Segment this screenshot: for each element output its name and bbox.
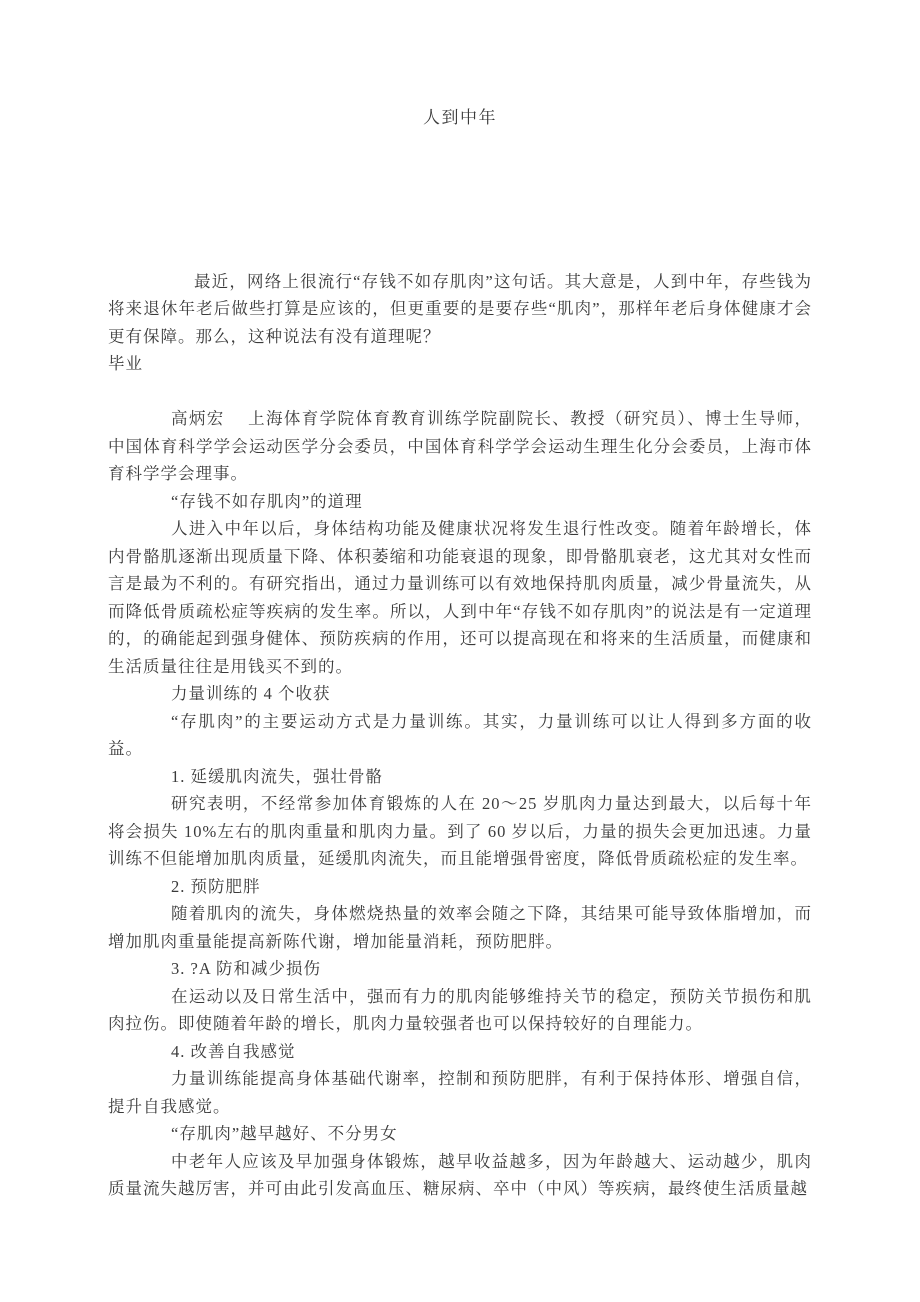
item-1-body: 研究表明，不经常参加体育锻炼的人在 20～25 岁肌肉力量达到最大，以后每十年将会损失 10%左右的肌肉重量和肌肉力量。到了 60 岁以后，力量的损失会更加迅速。力量训练不但能增加肌肉质量，延缓肌肉流失，而且能增强骨密度，降低骨质疏松症的发生率。 (108, 794, 812, 868)
paragraph-nannv-body: 中老年人应该及早加强身体锻炼，越早收益越多，因为年龄越大、运动越少，肌肉质量流失越厉害，并可由此引发高血压、糖尿病、卒中（中风）等疾病，最终使生活质量越 (108, 1151, 812, 1198)
item-2-heading: 2. 预防肥胖 (171, 876, 261, 896)
item-4-heading: 4. 改善自我感觉 (171, 1041, 296, 1061)
item-1-heading: 1. 延缓肌肉流失，强壮骨骼 (171, 766, 383, 786)
title-gap-spacer (0, 132, 920, 268)
paragraph-biye: 毕业 (108, 354, 143, 373)
section-heading-shouhuo: 力量训练的 4 个收获 (171, 684, 331, 703)
document-body (108, 268, 812, 1203)
paragraph-daoli-body: 人进入中年以后，身体结构功能及健康状况将发生退行性改变。随着年龄增长，体内骨骼肌逐渐出现质量下降、体积萎缩和功能衰退的现象，即骨骼肌衰老，这尤其对女性而言是最为不利的。有研究指出，通过力量训练可以有效地保持肌肉质量，减少骨量流失，从而降低骨质疏松症等疾病的发生率。所以，人到中年“存钱不如存肌肉”的说法是有一定道理的，的确能起到强身健体、预防疾病的作用，还可以提高现在和将来的生活质量，而健康和生活质量往往是用钱买不到的。 (108, 519, 812, 676)
section-heading-nannv: “存肌肉”越早越好、不分男女 (171, 1124, 398, 1143)
item-3-heading: 3. ?A 防和减少损伤 (171, 959, 321, 978)
document-title: 人到中年 (423, 108, 497, 127)
item-2-body: 随着肌肉的流失，身体燃烧热量的效率会随之下降，其结果可能导致体脂增加，而增加肌肉重量能提高新陈代谢，增加能量消耗，预防肥胖。 (108, 904, 812, 951)
paragraph-author-credentials: 高炳宏 上海体育学院体育教育训练学院副院长、教授（研究员）、博士生导师，中国体育科学学会运动医学分会委员，中国体育科学学会运动生理生化分会委员，上海市体育科学学会理事。 (108, 409, 812, 483)
section-heading-daoli: “存钱不如存肌肉”的道理 (171, 491, 363, 511)
paragraph-shouhuo-intro: “存肌肉”的主要运动方式是力量训练。其实，力量训练可以让人得到多方面的收益。 (108, 711, 812, 758)
item-4-body: 力量训练能提高身体基础代谢率，控制和预防肥胖，有利于保持体形、增强自信，提升自我感觉。 (108, 1069, 812, 1116)
paragraph-intro: 最近，网络上很流行“存钱不如存肌肉”这句话。其大意是，人到中年，存些钱为将来退休年老后做些打算是应该的，但更重要的是要存些“肌肉”，那样年老后身体健康才会更有保障。那么，这种说法有没有道理呢？ (108, 271, 812, 346)
item-3-body: 在运动以及日常生活中，强而有力的肌肉能够维持关节的稳定，预防关节损伤和肌肉拉伤。即使随着年龄的增长，肌肉力量较强者也可以保持较好的自理能力。 (108, 986, 812, 1033)
